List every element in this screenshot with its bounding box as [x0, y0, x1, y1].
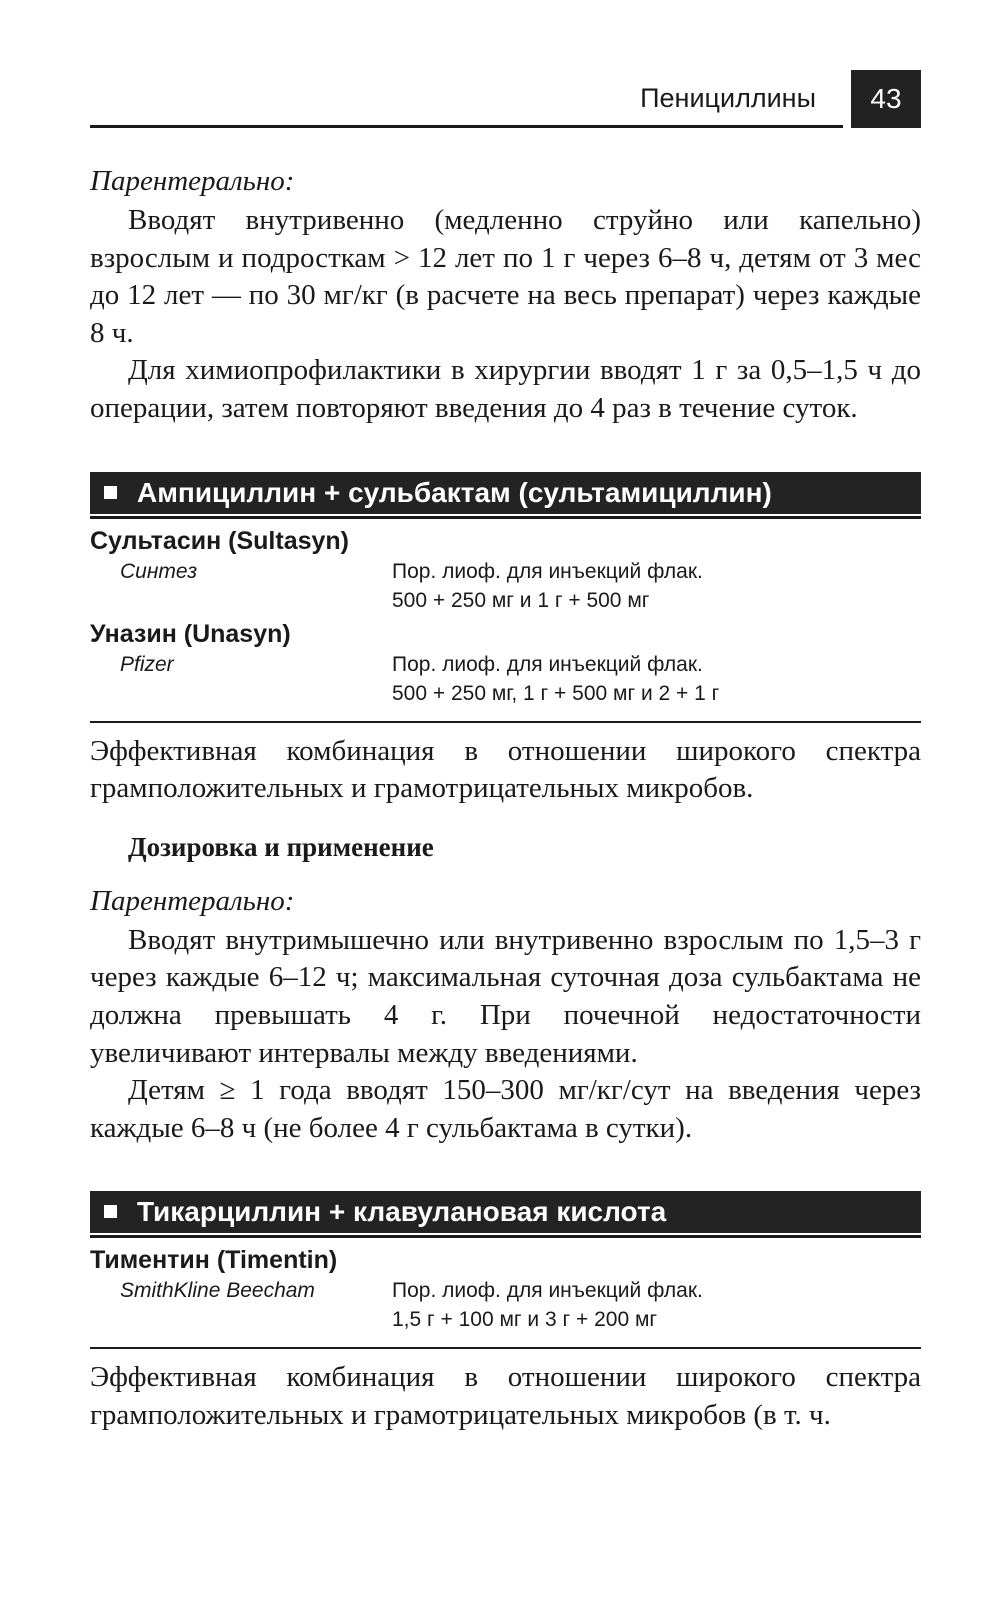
book-page	[90, 70, 921, 1435]
manufacturer: SmithKline Beecham	[120, 1279, 315, 1303]
product-list	[90, 525, 921, 723]
drug-description: Эффективная комбинация в отношении широкого спектра грамположительных и грамотрицательных микробов.	[90, 734, 921, 805]
product-entry	[90, 1244, 921, 1334]
dosage-form	[392, 1276, 921, 1334]
square-bullet-icon	[104, 486, 117, 499]
paragraph: Для химиопрофилактики в хирургии вводят 1 г за 0,5–1,5 ч до операции, затем повторяют введения до 4 раз в течение суток.	[90, 354, 921, 424]
dosage-heading: Дозировка и применение	[128, 831, 434, 862]
route-label: Парентерально:	[90, 165, 295, 197]
square-bullet-icon	[104, 1205, 117, 1218]
chapter-title: Пенициллины	[640, 83, 816, 113]
manufacturer: Синтез	[120, 559, 198, 583]
dosage-form-line: Пор. лиоф. для инъекций флак.	[392, 559, 703, 583]
drug-description: Эффективная комбинация в отношении широкого спектра грамположительных и грамотрицательных микробов (в т. ч.	[90, 1361, 921, 1431]
page-number: 43	[851, 70, 921, 128]
dosage-strength-line: 500 + 250 мг и 1 г + 500 мг	[392, 588, 650, 612]
paragraph: Вводят внутримышечно или внутривенно взрослым по 1,5–3 г через каждые 6–12 ч; максимальная суточная доза сульбактама не должна превышать 4 г. При почечной недостаточности увеличивают интервалы между введениями.	[90, 923, 921, 1069]
product-row	[90, 557, 921, 615]
dosage-strength-line: 500 + 250 мг, 1 г + 500 мг и 2 + 1 г	[392, 681, 720, 705]
product-entry	[90, 618, 921, 708]
dosage-form-line: Пор. лиоф. для инъекций флак.	[392, 1279, 703, 1303]
drug-heading: Тикарциллин + клавулановая кислота	[137, 1196, 667, 1228]
running-header	[90, 70, 921, 128]
drug-heading: Ампициллин + сульбактам (сультамициллин)	[137, 476, 772, 508]
dosage-form	[392, 650, 921, 708]
product-list	[90, 1244, 921, 1349]
header-rule	[90, 125, 843, 128]
product-row	[90, 650, 921, 708]
dosage-strength-line: 1,5 г + 100 мг и 3 г + 200 мг	[392, 1308, 658, 1332]
product-name: Сультасин (Sultasyn)	[90, 526, 349, 555]
dosage-form	[392, 557, 921, 615]
dosage-form-line: Пор. лиоф. для инъекций флак.	[392, 652, 703, 676]
paragraph: Вводят внутривенно (медленно струйно или капельно) взрослым и подросткам > 12 лет по 1 г через 6–8 ч, детям от 3 мес до 12 лет — по 30 мг/кг (в расчете на весь препарат) через каждые 8 ч.	[90, 204, 921, 349]
drug-heading-bar	[90, 1191, 921, 1235]
drug-heading-bar	[90, 472, 921, 516]
manufacturer: Pfizer	[120, 652, 174, 676]
product-entry	[90, 525, 921, 615]
product-name: Уназин (Unasyn)	[90, 619, 291, 648]
product-name: Тиментин (Timentin)	[90, 1246, 338, 1275]
route-label: Парентерально:	[90, 884, 295, 917]
paragraph: Детям ≥ 1 года вводят 150–300 мг/кг/сут на введения через каждые 6–8 ч (не более 4 г сульбактама в сутки).	[90, 1074, 921, 1144]
product-row	[90, 1276, 921, 1334]
